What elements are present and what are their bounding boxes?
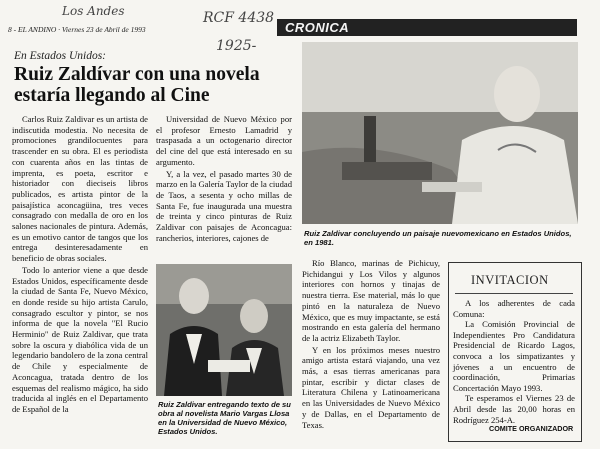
invitacion-title: INVITACION bbox=[471, 273, 549, 287]
photo-painter bbox=[302, 42, 578, 224]
photo-painter-caption: Ruiz Zaldivar concluyendo un paisaje nuevomexicano en Estados Unidos, en 1981. bbox=[304, 229, 572, 247]
section-banner: CRONICA bbox=[277, 19, 577, 36]
invitacion-paragraph-1: A los adherentes de cada Comuna: bbox=[453, 298, 575, 319]
photo-painter-image bbox=[302, 42, 578, 224]
handwritten-year: 1925- bbox=[216, 38, 257, 54]
col1-paragraph-2: Todo lo anterior viene a que desde Estados Unidos, específicamente desde la ciudad de Santa Fe, Nuevo México, en donde reside su hijo artista Carulo, consagrado escultor y pintor, se nos informa de que la novela "El Rucio Herminio" de Ruiz Zaldivar, que trata sobre la oscura y diabólica vida de un legendario bandolero de la zona central de Chile y especialmente de Aconcagua, tratada dentro de los esquemas del realismo mágico, ha sido traducida al inglés en el Departamento de Español de la bbox=[12, 264, 148, 414]
invitacion-paragraph-2: La Comisión Provincial de Independientes Pro Candidatura Presidencial de Ricardo Lagos, convoca a los simpatizantes y jóvenes a un encuentro de coordinación, Primarias Concertación Mayo 1993. bbox=[453, 319, 575, 393]
photo-vargas-llosa-caption: Ruiz Zaldivar entregando texto de su obra al novelista Mario Vargas Llosa en la Universidad de Nuevo México, Estados Unidos. bbox=[158, 400, 291, 436]
article-column-3 bbox=[302, 258, 440, 430]
article-column-2 bbox=[156, 114, 292, 243]
code-stamp: RCF 4438 bbox=[203, 10, 275, 26]
col3-paragraph-2: Y en los próximos meses nuestro amigo artista estará viajando, una vez más, a esas tierras americanas para pintar, escribir y dictar clases de Literatura Chilena y Latinoamericana en las Universidades de Nuevo México y de Dallas, en el Departamento de Texas. bbox=[302, 344, 440, 430]
page-line: 8 - EL ANDINO · Viernes 23 de Abril de 1993 bbox=[8, 25, 146, 34]
col2-paragraph-2: Y, a la vez, el pasado martes 30 de marzo en la Galería Taylor de la ciudad de Taos, a sesenta y ocho millas de Santa Fe, fue inaugurada una muestra de treinta y cinco pinturas de Ruiz Zaldivar con paisajes de Aconcagua: rancherios, interiores, cajones de bbox=[156, 168, 292, 243]
article-kicker: En Estados Unidos: bbox=[14, 50, 106, 62]
invitacion-divider bbox=[455, 293, 573, 294]
invitacion-paragraph-3: Te esperamos el Viernes 23 de Abril desde las 20,00 horas en Rodríguez 254-A. bbox=[453, 393, 575, 425]
invitacion-signature: COMITE ORGANIZADOR bbox=[489, 424, 574, 433]
col1-paragraph-1: Carlos Ruiz Zaldivar es un artista de indiscutida modestia. No necesita de promociones grandilocuentes para trascender en su obra. El es periodista con cuarenta años en las tintas de imprenta, es poeta, escritor e historiador con dieciseis libros publicados, es artista pintor de la paisajística aconcagüina, tres veces consagrado con medalla de oro en los salones nacionales de pintura. Además, es un emotivo cantor de tangos que los entrega desinteresadamente en beneficio de obras sociales. bbox=[12, 114, 148, 264]
article-column-1 bbox=[12, 114, 148, 415]
article-headline: Ruiz Zaldívar con una novela estaría llegando al Cine bbox=[14, 64, 260, 106]
col2-paragraph-1: Universidad de Nuevo México por el profesor Ernesto Lamadrid y traspasada a un octogenario director del cine del que está interesado en su argumento. bbox=[156, 114, 292, 167]
photo-vargas-llosa-image bbox=[156, 264, 292, 396]
invitacion-text bbox=[453, 298, 575, 425]
handwritten-source: Los Andes bbox=[62, 4, 125, 18]
col3-paragraph-1: Río Blanco, marinas de Pichicuy, Pichidangui y Los Vilos y algunos interiores con hornos y tinajas de nuestra tierra. Ese material, más lo que pintó en la naturaleza de Nuevo México, que es muy impactante, se está mostrando en esta galería del hermano de la actriz Elizabeth Taylor. bbox=[302, 258, 440, 343]
photo-vargas-llosa bbox=[156, 264, 292, 396]
invitacion-box bbox=[448, 262, 582, 442]
